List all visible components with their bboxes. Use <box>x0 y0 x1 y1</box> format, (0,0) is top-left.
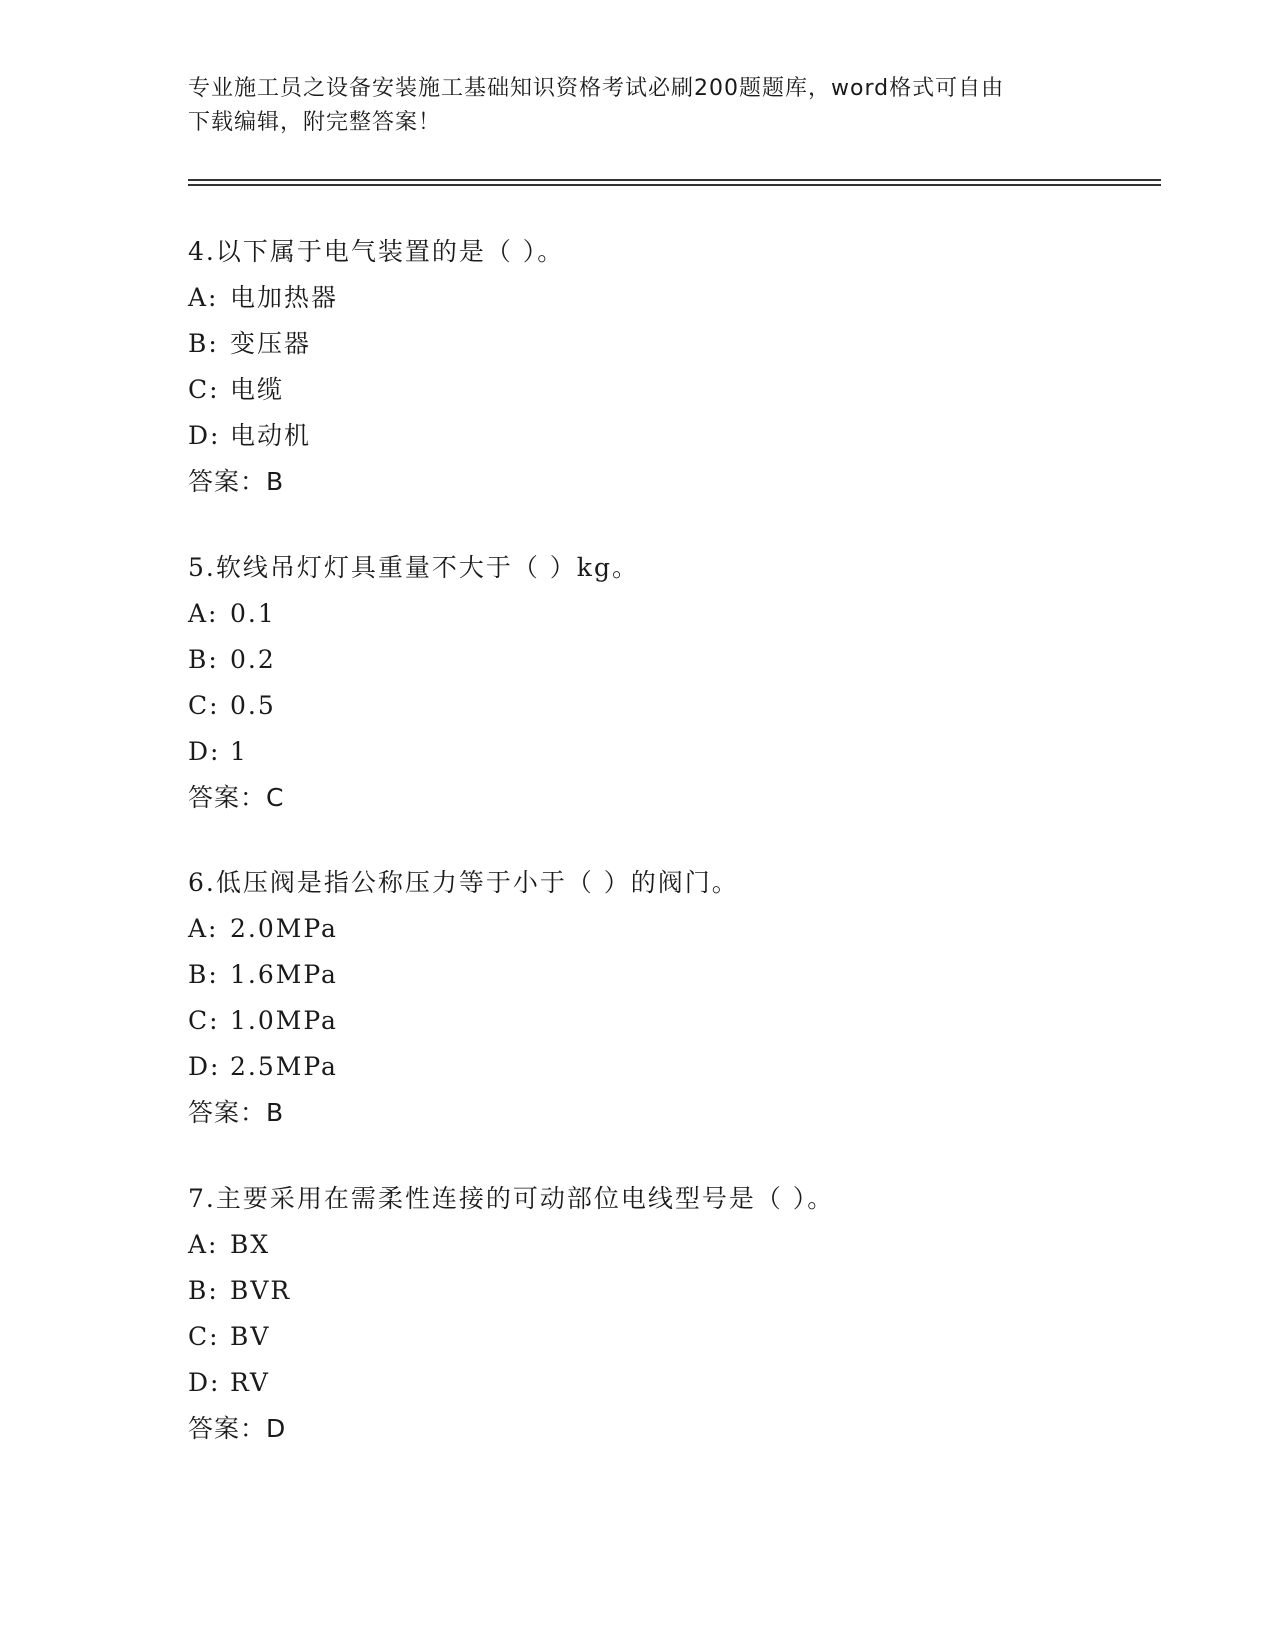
option-d <box>188 1360 1168 1406</box>
answer-line: 答案：B <box>188 1098 285 1127</box>
option-c <box>188 367 1168 413</box>
option-letter: D: <box>188 1368 221 1397</box>
option-text: 电缆 <box>230 375 285 404</box>
option-d <box>188 1044 1168 1090</box>
option-letter: D: <box>188 1052 221 1081</box>
option-text: 0.1 <box>230 599 276 628</box>
header-divider-top <box>188 179 1161 181</box>
option-text: 变压器 <box>230 329 312 358</box>
question-block <box>188 229 1168 505</box>
question-text: 4.以下属于电气装置的是（ ）。 <box>188 237 565 266</box>
option-letter: C: <box>188 375 220 404</box>
option-text: 1 <box>230 737 248 766</box>
option-letter: C: <box>188 1322 220 1351</box>
answer-line: 答案：D <box>188 1414 287 1443</box>
option-letter: A: <box>188 1230 219 1259</box>
option-b <box>188 321 1168 367</box>
question-text: 7.主要采用在需柔性连接的可动部位电线型号是（ ）。 <box>188 1184 835 1213</box>
option-c <box>188 1314 1168 1360</box>
option-text: 1.0MPa <box>230 1006 338 1035</box>
option-a <box>188 906 1168 952</box>
option-letter: A: <box>188 283 219 312</box>
option-c <box>188 683 1168 729</box>
question-block <box>188 545 1168 821</box>
option-text: 2.5MPa <box>230 1052 338 1081</box>
option-text: 2.0MPa <box>230 914 338 943</box>
header-line-2: 下载编辑，附完整答案！ <box>188 110 442 135</box>
option-text: 电动机 <box>230 421 312 450</box>
header-divider-bottom <box>188 184 1161 186</box>
question-block <box>188 1176 1168 1452</box>
question-text: 5.软线吊灯灯具重量不大于（ ）kg。 <box>188 553 639 582</box>
option-c <box>188 998 1168 1044</box>
option-letter: B: <box>188 1276 219 1305</box>
option-letter: B: <box>188 645 219 674</box>
option-letter: B: <box>188 329 219 358</box>
option-letter: C: <box>188 691 220 720</box>
option-text: 0.2 <box>230 645 276 674</box>
question-text: 6.低压阀是指公称压力等于小于（ ）的阀门。 <box>188 868 739 897</box>
option-b <box>188 637 1168 683</box>
option-text: 电加热器 <box>230 283 339 312</box>
option-text: 0.5 <box>230 691 276 720</box>
option-text: 1.6MPa <box>230 960 338 989</box>
option-b <box>188 952 1168 998</box>
option-letter: D: <box>188 737 221 766</box>
option-letter: A: <box>188 914 219 943</box>
answer-line: 答案：B <box>188 467 285 496</box>
option-letter: D: <box>188 421 221 450</box>
option-letter: B: <box>188 960 219 989</box>
option-text: RV <box>230 1368 270 1397</box>
option-text: BV <box>230 1322 271 1351</box>
option-d <box>188 413 1168 459</box>
option-a <box>188 1222 1168 1268</box>
option-b <box>188 1268 1168 1314</box>
option-d <box>188 729 1168 775</box>
option-text: BVR <box>230 1276 292 1305</box>
option-text: BX <box>230 1230 271 1259</box>
option-a <box>188 275 1168 321</box>
question-block <box>188 860 1168 1136</box>
answer-line: 答案：C <box>188 783 285 812</box>
option-letter: C: <box>188 1006 220 1035</box>
option-a <box>188 591 1168 637</box>
header-line-1: 专业施工员之设备安装施工基础知识资格考试必刷200题题库，word格式可自由 <box>188 76 1005 101</box>
option-letter: A: <box>188 599 219 628</box>
document-header <box>188 72 1088 140</box>
